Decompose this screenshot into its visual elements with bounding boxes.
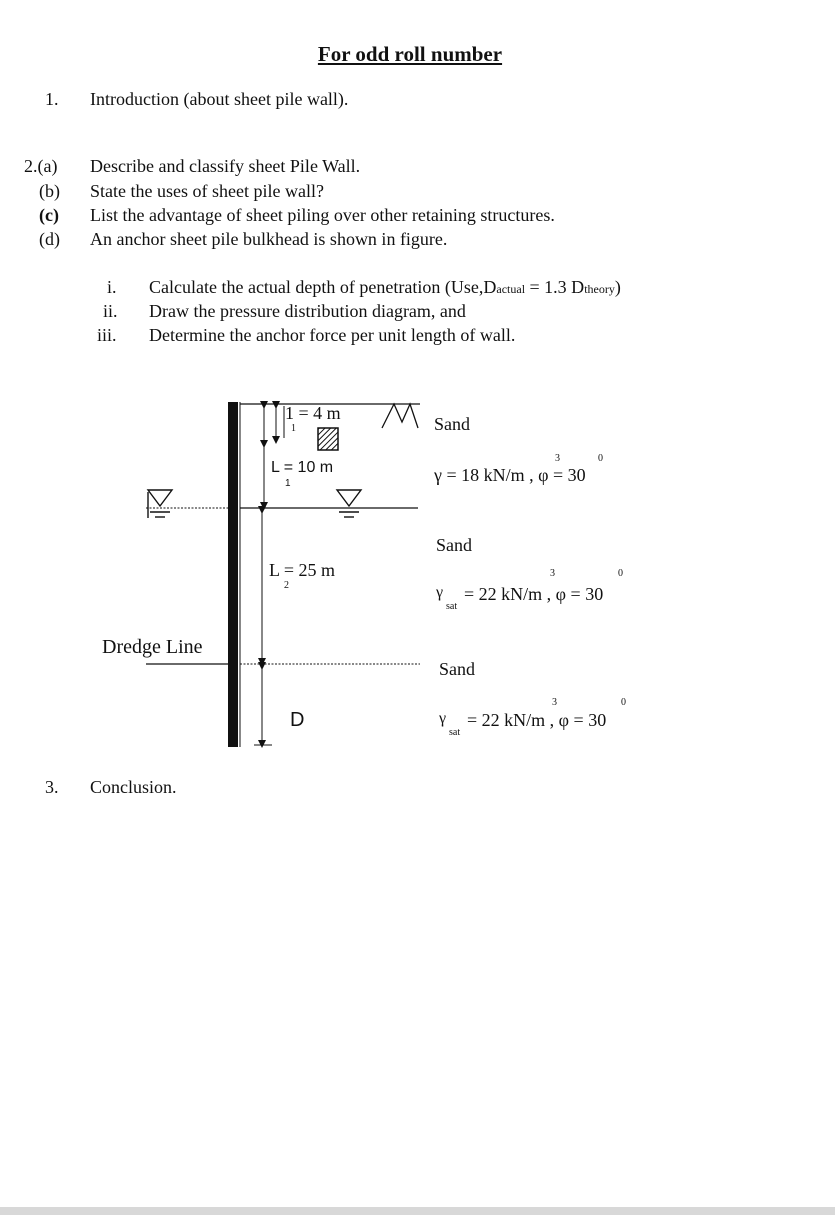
q3-number: 3. <box>45 777 59 797</box>
sub-ii-number: ii. <box>103 301 118 321</box>
layer1-sup3: 3 <box>555 453 560 464</box>
layer2-properties: = 22 kN/m , φ = 30 <box>464 584 604 604</box>
q1-text: Introduction (about sheet pile wall). <box>90 89 349 109</box>
L1-label: L = 10 m <box>271 459 334 476</box>
l1-label: 1 = 4 m <box>285 403 341 423</box>
q3-text: Conclusion. <box>90 777 177 797</box>
layer2-gamma: γ <box>436 584 444 601</box>
q2c-number: (c) <box>39 205 59 225</box>
L2-subscript: 2 <box>284 580 289 591</box>
sub-i-number: i. <box>107 277 117 297</box>
q2c-text: List the advantage of sheet piling over other retaining structures. <box>90 205 555 225</box>
q2d-number: (d) <box>39 229 60 249</box>
layer1-properties: γ = 18 kN/m , φ = 30 <box>434 465 586 485</box>
layer1-soil: Sand <box>434 414 470 434</box>
D-label: D <box>290 709 305 731</box>
layer3-soil: Sand <box>439 659 475 679</box>
L2-label: L = 25 m <box>269 560 335 580</box>
layer3-gamma: γ <box>439 710 447 727</box>
soil-hatch-icon <box>380 404 420 428</box>
layer3-properties: = 22 kN/m , φ = 30 <box>467 710 607 730</box>
layer2-sup3: 3 <box>550 568 555 579</box>
anchor-block <box>318 428 338 450</box>
q1-number: 1. <box>45 89 59 109</box>
dredge-line-label: Dredge Line <box>102 636 203 658</box>
q2a-number: 2.(a) <box>24 156 58 176</box>
q2b-text: State the uses of sheet pile wall? <box>90 181 324 201</box>
layer2-sup0: 0 <box>618 568 623 579</box>
layer3-sup3: 3 <box>552 697 557 708</box>
water-table-icon <box>148 490 172 518</box>
l1-subscript: 1 <box>291 423 296 434</box>
q2b-number: (b) <box>39 181 60 201</box>
q2a-text: Describe and classify sheet Pile Wall. <box>90 156 361 176</box>
sub-iii-text: Determine the anchor force per unit length of wall. <box>149 325 516 345</box>
sub-i-text: Calculate the actual depth of penetration (Use,Dactual = 1.3 Dtheory) <box>149 277 621 297</box>
q2d-text: An anchor sheet pile bulkhead is shown in figure. <box>90 229 448 249</box>
water-table-icon-right <box>337 490 361 517</box>
L1-subscript: 1 <box>285 478 291 489</box>
layer1-sup0: 0 <box>598 453 603 464</box>
page-bottom-edge <box>0 1207 835 1215</box>
sheet-pile-wall <box>228 402 238 747</box>
layer3-gamma-sub: sat <box>449 727 461 738</box>
page-title: For odd roll number <box>317 42 503 66</box>
layer2-gamma-sub: sat <box>446 601 458 612</box>
layer2-soil: Sand <box>436 535 472 555</box>
layer3-sup0: 0 <box>621 697 626 708</box>
sub-iii-number: iii. <box>97 325 117 345</box>
sub-ii-text: Draw the pressure distribution diagram, and <box>149 301 466 321</box>
